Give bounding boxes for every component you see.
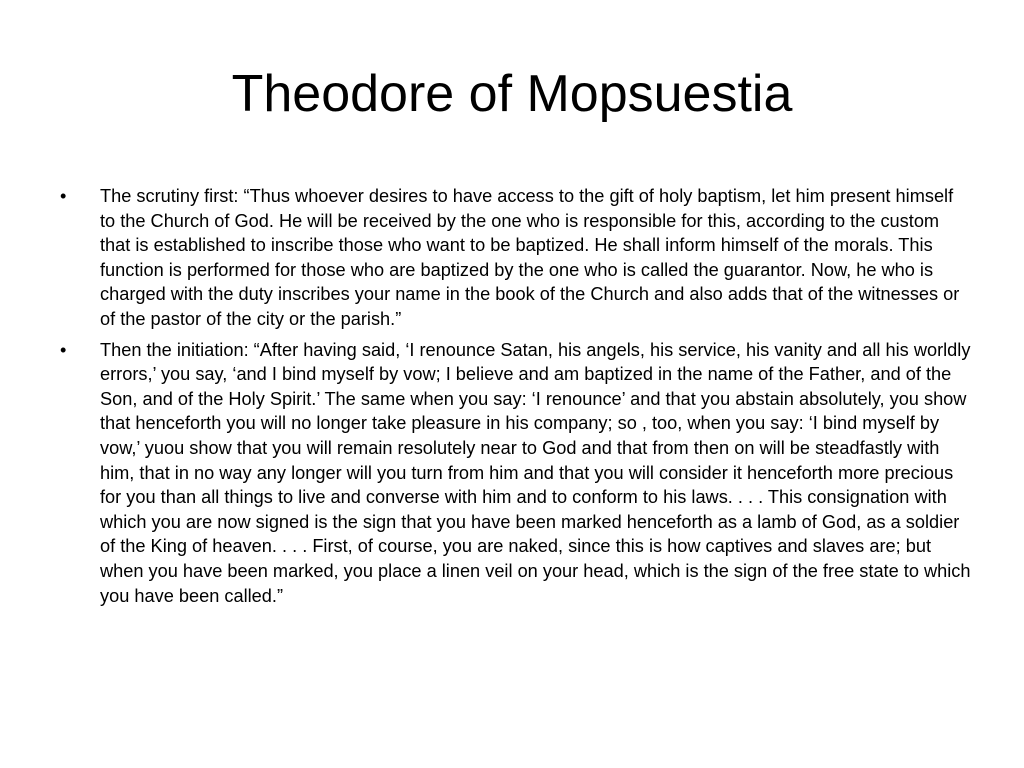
bullet-item-scrutiny [60,184,972,332]
bullet-list [60,184,972,614]
slide-title: Theodore of Mopsuestia [231,65,793,123]
bullet-text: The scrutiny first: “Thus whoever desires to have access to the gift of holy baptism, let him present himself to the Church of God. He will be received by the one who is responsible for this, according to the custom that is established to inscribe those who want to be baptized. He shall inform himself of the morals. This function is performed for those who are baptized by the one who is called the guarantor. Now, he who is charged with the duty inscribes your name in the book of the Church and also adds that of the witnesses or of the pastor of the city or the parish.” [100,186,960,329]
bullet-text: Then the initiation: “After having said, ‘I renounce Satan, his angels, his service, his vanity and all his worldly errors,’ you say, ‘and I bind myself by vow; I believe and am baptized in the name of the Father, and of the Son, and of the Holy Spirit.’ The same when you say: ‘I renounce’ and that you abstain absolutely, you show that henceforth you will no longer take pleasure in his company; so , too, when you say: ‘I bind myself by vow,’ yuou show that you will remain resolutely near to God and that from then on will be steadfastly with him, that in no way any longer will you turn from him and that you will consider it henceforth more precious for you than all things to live and converse with him and to conform to his laws. . . . This consignation with which you are now signed is the sign that you have been marked henceforth as a lamb of God, as a soldier of the King of heaven. . . . First, of course, you are naked, since this is how captives and slaves are; but when you have been marked, you place a linen veil on your head, which is the sign of the free state to which you have been called.” [100,339,971,606]
bullet-icon: • [60,186,67,206]
bullet-icon: • [60,339,67,360]
bullet-item-initiation [60,338,972,609]
